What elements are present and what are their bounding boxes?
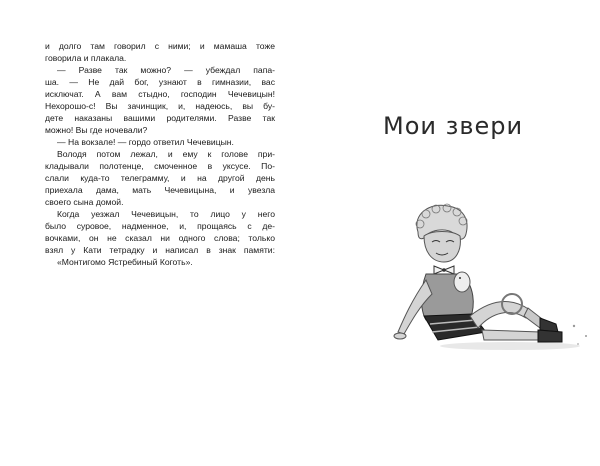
face — [424, 232, 460, 263]
bow-tie — [434, 266, 454, 274]
text-line-10: Володя потом лежал, и ему к голове при- — [57, 149, 275, 159]
text-line-7: дете наказаны вашими родителями. Разве так — [45, 113, 275, 123]
shoes — [538, 318, 562, 342]
right-page — [300, 0, 600, 466]
text-line-11: кладывали полотенце, смоченное в уксусе. По- — [45, 161, 275, 171]
text-line-14: своего сына домой. — [45, 197, 124, 207]
body-text — [45, 40, 275, 268]
boy-sitting-illustration — [390, 200, 600, 360]
text-line-16: было суровое, надменное, и, прощаясь с де- — [45, 221, 275, 231]
text-line-4: ша. — Не дай бог, узнают в гимназии, вас — [45, 77, 275, 87]
text-line-5: исключат. А вам стыдно, господин Чечевицын! — [45, 89, 275, 99]
text-line-18: взял у Кати тетрадку и написал в знак памяти: — [45, 245, 275, 255]
text-line-1: и долго там говорил с ними; и мамаша тоже — [45, 41, 275, 51]
text-line-6: Нехорошо-с! Вы зачинщик, и, надеюсь, вы бу- — [45, 101, 275, 111]
text-line-15: Когда уезжал Чечевицын, то лицо у него — [57, 209, 275, 219]
chapter-title: Мои звери — [383, 112, 524, 140]
text-line-17: вочками, он не сказал ни одного слова; только — [45, 233, 275, 243]
shadow — [440, 342, 580, 350]
text-line-12: слали куда-то телеграмму, и на другой день — [45, 173, 275, 183]
legs — [470, 301, 546, 340]
small-animal — [454, 272, 470, 292]
text-line-9: — На вокзале! — гордо ответил Чечевицын. — [57, 137, 234, 147]
text-line-2: говорила и плакала. — [45, 53, 127, 63]
text-line-19: «Монтигомо Ястребиный Коготь». — [57, 257, 193, 267]
sparkle-dots — [573, 325, 587, 345]
text-line-8: можно! Вы где ночевали? — [45, 125, 148, 135]
text-line-3: — Разве так можно? — убеждал папа- — [57, 65, 275, 75]
text-line-13: приехала дама, мать Чечевицына, и увезла — [45, 185, 275, 195]
